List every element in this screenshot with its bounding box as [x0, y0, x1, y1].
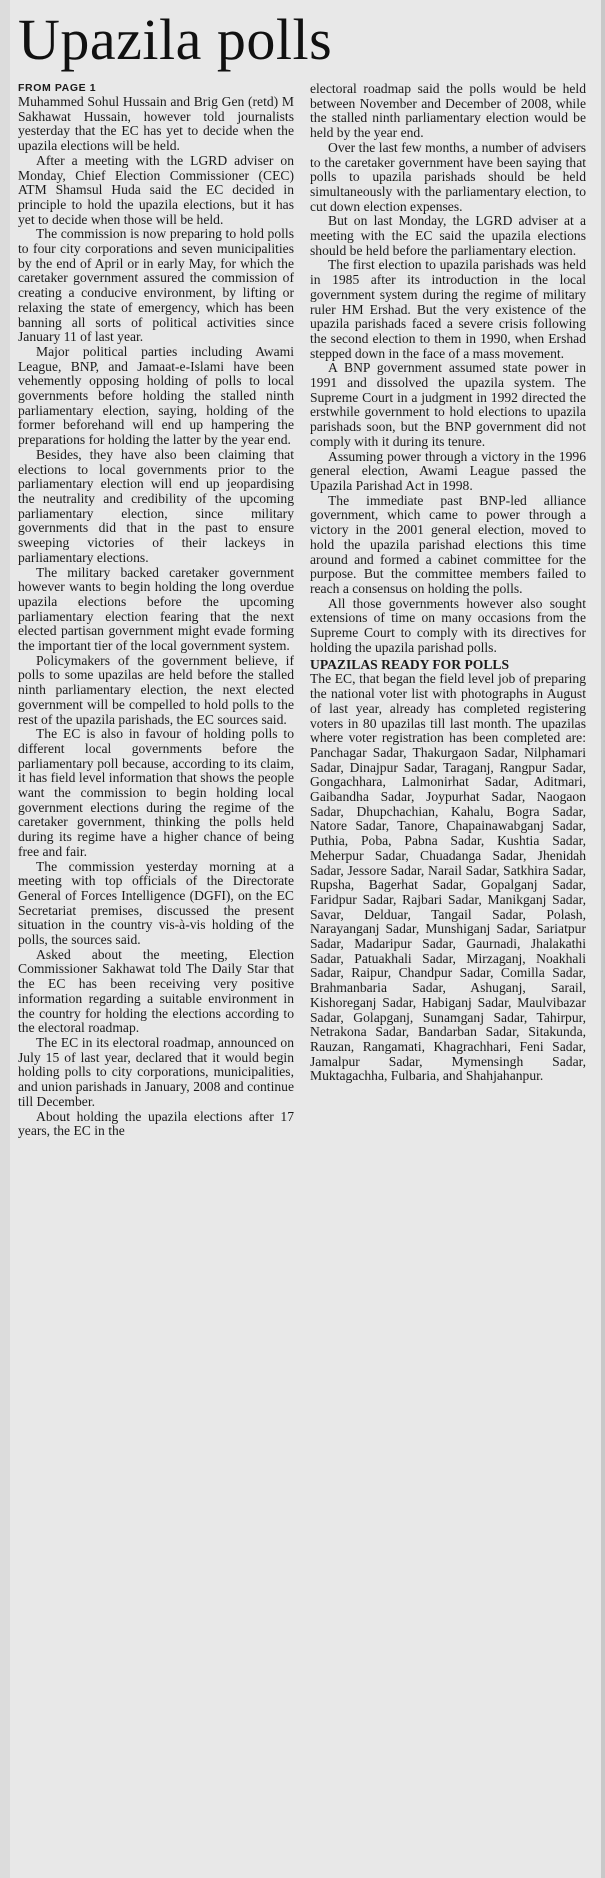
paragraph: Muhammed Sohul Hussain and Brig Gen (retd) M Sakhawat Hussain, however told journalists yesterday that the EC has yet to decide when the upazila elections will be held. — [18, 94, 294, 154]
page-right-edge — [601, 0, 605, 1878]
paragraph: The EC is also in favour of holding polls to different local governments before the parliamentary poll because, according to its claim, it has field level information that shows the people want the commission to begin holding local government elections during the regime of the caretaker government, thinking the polls held during its regime have a higher chance of being free and fair. — [18, 726, 294, 859]
subhead: UPAZILAS READY FOR POLLS — [310, 657, 510, 673]
paragraph: After a meeting with the LGRD adviser on Monday, Chief Election Commissioner (CEC) ATM Shamsul Huda said the EC decided in principle to hold the upazila elections, but it has yet to decide when those will be held. — [18, 152, 294, 227]
paragraph: Policymakers of the government believe, if polls to some upazilas are held before the stalled ninth parliamentary election, the next elected government will be compelled to hold polls to the rest of the upazila parishads, the EC sources said. — [18, 652, 294, 727]
paragraph: The immediate past BNP-led alliance government, which came to power through a victory in the 2001 general election, moved to hold the upazila parishad elections this time around and formed a cabinet committee for the purpose. But the committee members failed to reach a consensus on holding the polls. — [310, 492, 586, 596]
paragraph: But on last Monday, the LGRD adviser at a meeting with the EC said the upazila elections should be held before the parliamentary election. — [310, 213, 586, 258]
kicker: FROM PAGE 1 — [18, 82, 97, 94]
right-column — [310, 82, 586, 1139]
paragraph: The EC in its electoral roadmap, announced on July 15 of last year, declared that it would begin holding polls to city corporations, municipalities, and union parishads in January, 2008 and continue till December. — [18, 1035, 294, 1109]
paragraph: About holding the upazila elections after 17 years, the EC in the — [18, 1108, 294, 1139]
paragraph: The EC, that began the field level job of preparing the national voter list with photographs in August of last year, already has completed registering voters in 80 upazilas till last month. The upazilas where voter registration has been completed are: Panchagar Sadar, Thakurgaon Sadar, Nilphamari Sadar, Dinajpur Sadar, Taraganj, Rangpur Sadar, Gongachhara, Lalmonirhat Sadar, Aditmari, Gaibandha Sadar, Joypurhat Sadar, Naogaon Sadar, Dhupchachian, Kahalu, Bogra Sadar, Natore Sadar, Tanore, Chapainawabganj Sadar, Puthia, Poba, Pabna Sadar, Kushtia Sadar, Meherpur Sadar, Chuadanga Sadar, Jhenidah Sadar, Jessore Sadar, Narail Sadar, Satkhira Sadar, Rupsha, Bagerhat Sadar, Gopalganj Sadar, Faridpur Sadar, Rajbari Sadar, Manikganj Sadar, Savar, Delduar, Tangail Sadar, Polash, Narayanganj Sadar, Munshiganj Sadar, Sariatpur Sadar, Madaripur Sadar, Gaurnadi, Jhalakathi Sadar, Patuakhali Sadar, Mirzaganj, Noakhali Sadar, Raipur, Chandpur Sadar, Comilla Sadar, Brahmanbaria Sadar, Ashuganj, Sarail, Kishoreganj Sadar, Habiganj Sadar, Maulvibazar Sadar, Golapganj, Sunamganj Sadar, Tahirpur, Netrakona Sadar, Bandarban Sadar, Sitakunda, Rauzan, Rangamati, Khagrachhari, Feni Sadar, Jamalpur Sadar, Mymensingh Sadar, Muktagachha, Fulbaria, and Shahjahanpur. — [310, 671, 586, 1084]
paragraph: All those governments however also sought extensions of time on many occasions from the Supreme Court to comply with its directives for holding the upazila parishad polls. — [310, 595, 586, 655]
paragraph: The military backed caretaker government however wants to begin holding the long overdue upazila elections before the upcoming parliamentary election fearing that the next elected partisan government might evade forming the important tier of the local government system. — [18, 564, 294, 654]
paragraph: The commission yesterday morning at a meeting with top officials of the Directorate General of Forces Intelligence (DGFI), on the EC Secretariat premises, discussed the present situation in the country vis-à-vis holding of the polls, the sources said. — [18, 858, 294, 948]
paragraph: The commission is now preparing to hold polls to four city corporations and seven municipalities by the end of April or in early May, for which the caretaker government assured the commission of creating a conducive environment, by lifting or relaxing the state of emergency, which has been banning all sorts of political activities since January 11 of last year. — [18, 226, 294, 345]
paragraph: Asked about the meeting, Election Commissioner Sakhawat told The Daily Star that the EC has been receiving very positive information regarding a suitable environment in the country for holding the elections according to the electoral roadmap. — [18, 946, 294, 1036]
article-columns — [18, 82, 597, 1139]
paragraph: Besides, they have also been claiming that elections to local governments prior to the parliamentary election will end up jeopardising the neutrality and credibility of the upcoming parliamentary election, since military governments did that in the past to ensure sweeping victories of their lackeys in parliamentary elections. — [18, 446, 294, 565]
headline: Upazila polls — [18, 7, 333, 72]
paragraph: Assuming power through a victory in the 1996 general election, Awami League passed the Upazila Parishad Act in 1998. — [310, 448, 586, 493]
paragraph: Major political parties including Awami League, BNP, and Jamaat-e-Islami have been vehemently opposing holding of polls to local governments before holding the stalled ninth parliamentary election, saying, holding of the former beforehand will end up hampering the preparations for holding the latter by the year end. — [18, 343, 294, 448]
left-column — [18, 82, 294, 1139]
paragraph: electoral roadmap said the polls would be held between November and December of 2008, while the stalled ninth parliamentary election would be held by the year end. — [310, 81, 586, 141]
paragraph: Over the last few months, a number of advisers to the caretaker government have been saying that polls to upazila parishads should be held simultaneously with the parliamentary election, to cut down election expenses. — [310, 139, 586, 214]
paragraph: A BNP government assumed state power in 1991 and dissolved the upazila system. The Supreme Court in a judgment in 1992 directed the erstwhile government to hold elections to upazila parishads soon, but the BNP government did not comply with it during its tenure. — [310, 360, 586, 449]
paragraph: The first election to upazila parishads was held in 1985 after its introduction in the local government system during the regime of military ruler HM Ershad. But the very existence of the upazila parishads faced a severe crisis following the second election to them in 1990, when Ershad stepped down in the face of a mass movement. — [310, 257, 586, 361]
page-left-edge — [0, 0, 10, 1878]
